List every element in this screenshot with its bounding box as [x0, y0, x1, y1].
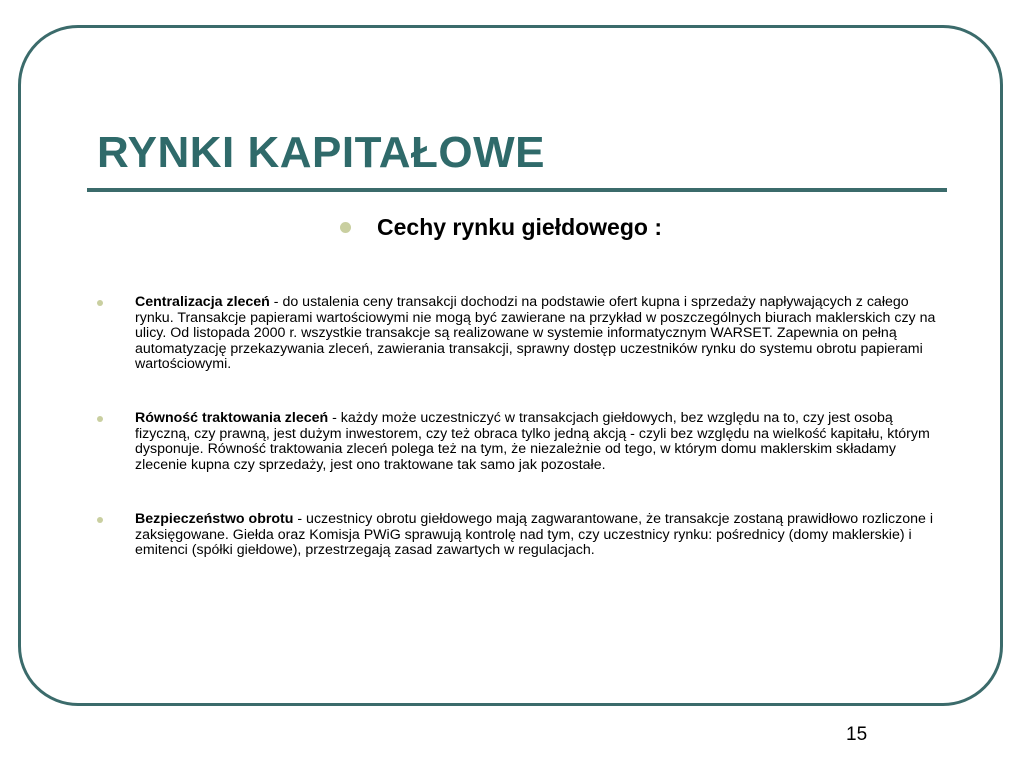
list-item-text: - do ustalenia ceny transakcji dochodzi na podstawie ofert kupna i sprzedaży napływających z całego rynku. Transakcje papierami wartościowymi nie mogą być zawierane na przykład w poszczególnych biurach maklerskich czy na ulicy. Od listopada 2000 r. wszystkie transakcje są realizowane w systemie informatycznym WARSET. Zapewnia on pełną automatyzację przekazywania zleceń, zawierania transakcji, sprawny dostęp uczestników rynku do systemu obrotu papierami wartościowymi. — [135, 294, 936, 372]
subheading-text: Cechy rynku giełdowego : — [377, 214, 662, 240]
bullet-icon — [97, 517, 103, 523]
slide-title: RYNKI KAPITAŁOWE — [97, 128, 545, 177]
list-item-term: Bezpieczeństwo obrotu — [135, 511, 294, 527]
list-item-text: - uczestnicy obrotu giełdowego mają zagwarantowane, że transakcje zostaną prawidłowo rozliczone i zaksięgowane. Giełda oraz Komisja PWiG sprawują kontrolę nad tym, czy uczestnicy rynku: pośrednicy (domy maklerskie) i emitenci (spółki giełdowe), przestrzegają zasad zawartych w regulacjach. — [135, 511, 934, 558]
subheading — [340, 214, 662, 241]
list-item-body — [135, 512, 942, 559]
list-item-term: Równość traktowania zleceń — [135, 410, 329, 426]
bullet-icon — [97, 300, 103, 306]
bullet-icon — [340, 222, 351, 233]
list-item-body — [135, 411, 942, 473]
title-divider — [87, 188, 947, 192]
list-item-term: Centralizacja zleceń — [135, 294, 270, 310]
bullet-icon — [97, 416, 103, 422]
list-item-text: - każdy może uczestniczyć w transakcjach giełdowych, bez względu na to, czy jest osobą fizyczną, czy prawną, jest dużym inwestorem, czy też obraca tylko jedną akcją - czyli bez względu na wielkość kapitału, którym dysponuje. Równość traktowania zleceń polega też na tym, że niezależnie od tego, w którym domu maklerskim składamy zlecenie kupna czy sprzedaży, jest ono traktowane tak samo jak pozostałe. — [135, 410, 930, 473]
page-number: 15 — [846, 724, 868, 745]
list-item-body — [135, 295, 942, 373]
list-item-bezpieczenstwo — [97, 512, 942, 559]
list-item-centralizacja — [97, 295, 942, 373]
list-item-rownosc — [97, 411, 942, 473]
